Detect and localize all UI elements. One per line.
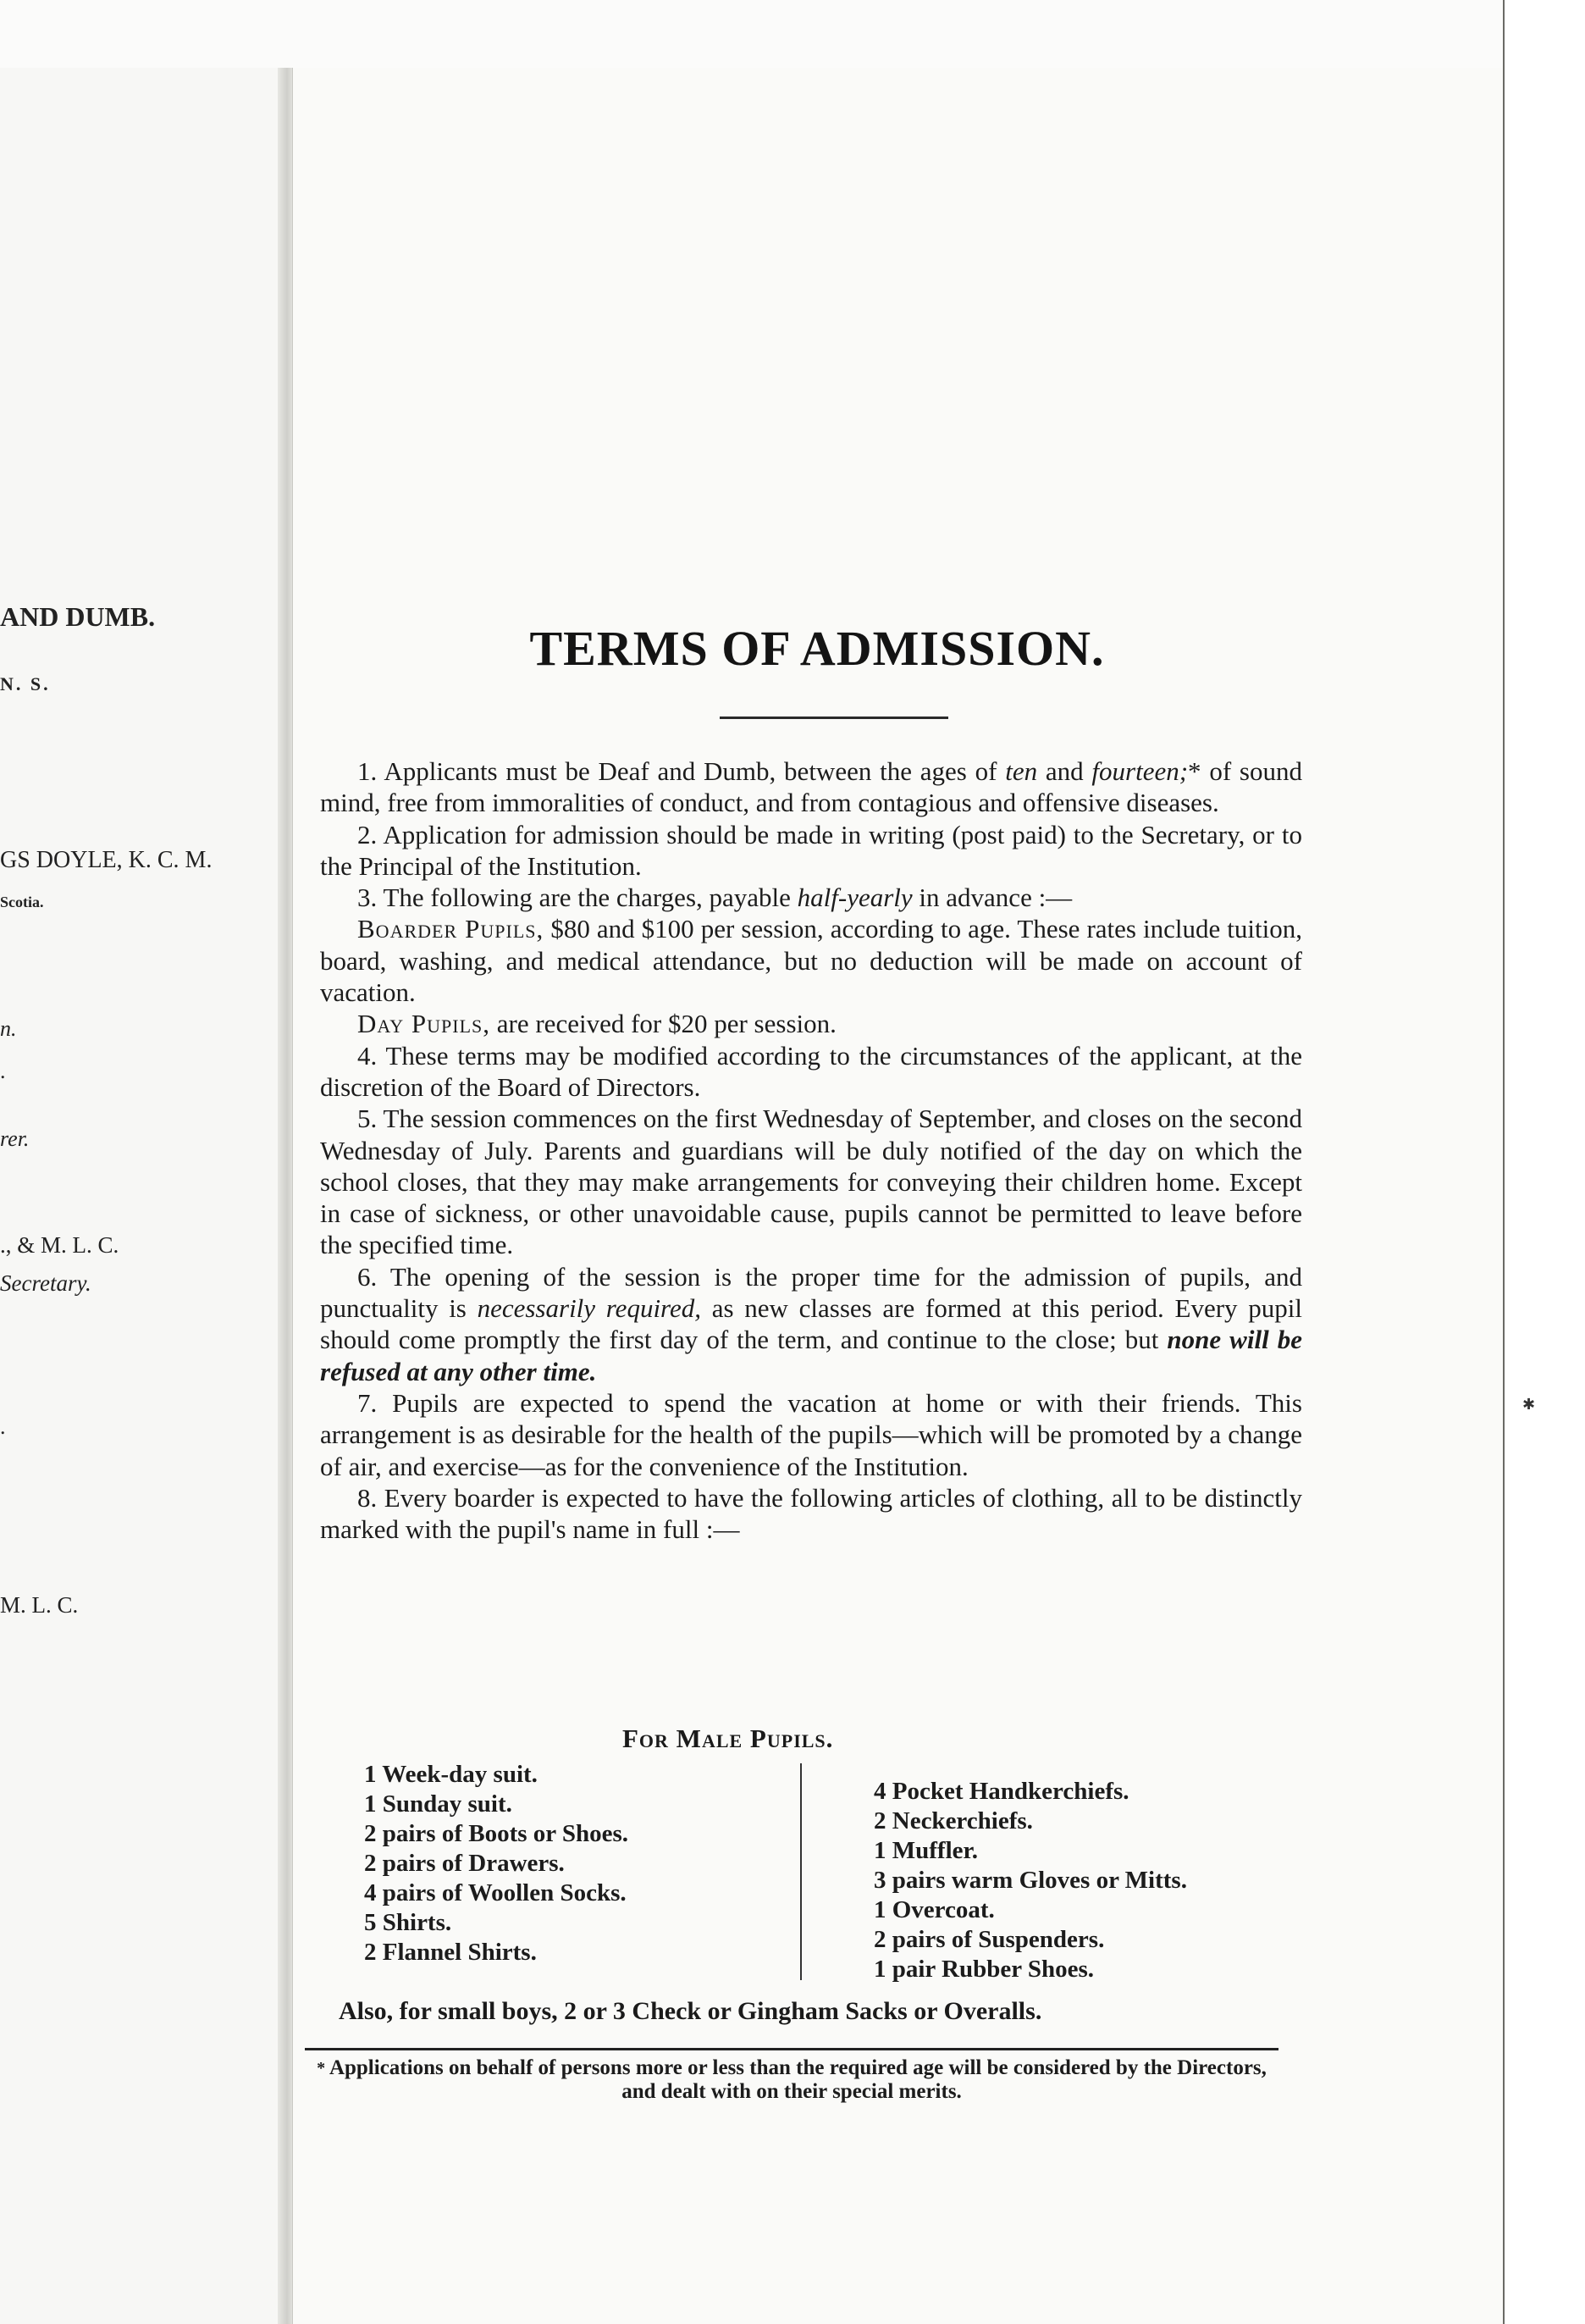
small-boys-note: Also, for small boys, 2 or 3 Check or Gingham Sacks or Overalls.	[339, 1997, 1042, 2025]
left-frag-mlc2: M. L. C.	[0, 1592, 79, 1618]
list-item: 4 pairs of Woollen Socks.	[364, 1879, 627, 1906]
left-and-dumb: AND DUMB.	[0, 601, 156, 632]
paragraph-3: 3. The following are the charges, payable half-yearly in advance :—	[357, 883, 1073, 913]
list-item: 1 Week-day suit.	[364, 1761, 538, 1788]
document-title: TERMS OF ADMISSION.	[529, 621, 1105, 676]
list-item: 2 pairs of Drawers.	[364, 1850, 565, 1877]
paragraph-8: 8. Every boarder is expected to have the following articles of clothing, all to be distinctly marked with the pupil's name in full :—	[320, 1482, 1302, 1545]
list-item: 4 Pocket Handkerchiefs.	[874, 1778, 1129, 1805]
paragraph-6: 6. The opening of the session is the proper time for the admission of pupils, and punctuality is necessarily required, as new classes are formed at this period. Every pupil should come promptly the first day of the term, and continue to the close; but none will be refused at any other time.	[320, 1261, 1302, 1386]
list-item: 5 Shirts.	[364, 1909, 452, 1936]
left-frag-mlc: ., & M. L. C.	[0, 1232, 119, 1258]
right-margin	[1503, 0, 1585, 2324]
left-scotia: Scotia.	[0, 894, 44, 910]
day-pupils: Day Pupils, are received for $20 per session.	[357, 1009, 837, 1039]
boarder-pupils: Boarder Pupils, $80 and $100 per session, according to age. These rates include tuition, board, washing, and medical attendance, but no deduction will be made on account of vacation.	[320, 914, 1302, 1008]
paragraph-7: 7. Pupils are expected to spend the vacation at home or with their friends. This arrangement is as desirable for the health of the pupils—which will be promoted by a change of air, and exercise—as for the convenience of the Institution.	[320, 1387, 1302, 1481]
stray-mark: ✱	[1522, 1396, 1536, 1414]
footnote-rule	[305, 2048, 1278, 2050]
column-divider	[800, 1763, 802, 1980]
left-frag-n: n.	[0, 1016, 17, 1041]
title-rule	[720, 717, 948, 719]
footnote: * Applications on behalf of persons more or less than the required age will be considered by the Directors, and dealt with on their special merits.	[317, 2056, 1267, 2103]
left-frag-dot: .	[0, 1059, 6, 1083]
male-pupils-heading: For Male Pupils.	[622, 1724, 834, 1753]
list-item: 3 pairs warm Gloves or Mitts.	[874, 1867, 1187, 1894]
list-item: 2 pairs of Boots or Shoes.	[364, 1820, 629, 1847]
paragraph-5: 5. The session commences on the first Wednesday of September, and closes on the second Wednesday of July. Parents and guardians will be duly notified of the day on which the school closes, that they may make arrangements for conveying their children home. Except in case of sickness, or other unavoidable cause, pupils cannot be permitted to leave before the specified time.	[320, 1104, 1303, 1260]
male-items-left	[364, 1760, 628, 1967]
list-item: 1 Sunday suit.	[364, 1790, 512, 1818]
list-item: 2 pairs of Suspenders.	[874, 1926, 1105, 1953]
left-page-fragment	[0, 68, 290, 2324]
left-frag-secretary: Secretary.	[0, 1270, 91, 1296]
male-items-right	[874, 1777, 1187, 1984]
list-item: 2 Neckerchiefs.	[874, 1807, 1033, 1834]
paragraph-4: 4. These terms may be modified according to the circumstances of the applicant, at the discretion of the Board of Directors.	[320, 1040, 1302, 1102]
left-frag-dot2: .	[0, 1414, 6, 1439]
left-frag-rer: rer.	[0, 1126, 30, 1151]
left-ns: N. S.	[0, 673, 51, 694]
left-gs-doyle: GS DOYLE, K. C. M.	[0, 847, 213, 873]
paragraph-1: 1. Applicants must be Deaf and Dumb, between the ages of ten and fourteen;* of sound mind, free from immoralities of conduct, and from contagious and offensive diseases.	[320, 756, 1302, 818]
terms-body	[320, 755, 1302, 1545]
list-item: 1 Overcoat.	[874, 1896, 995, 1923]
list-item: 1 pair Rubber Shoes.	[874, 1956, 1094, 1983]
paragraph-2: 2. Application for admission should be made in writing (post paid) to the Secretary, or to the Principal of the Institution.	[320, 819, 1302, 881]
list-item: 2 Flannel Shirts.	[364, 1939, 537, 1966]
list-item: 1 Muffler.	[874, 1837, 978, 1864]
